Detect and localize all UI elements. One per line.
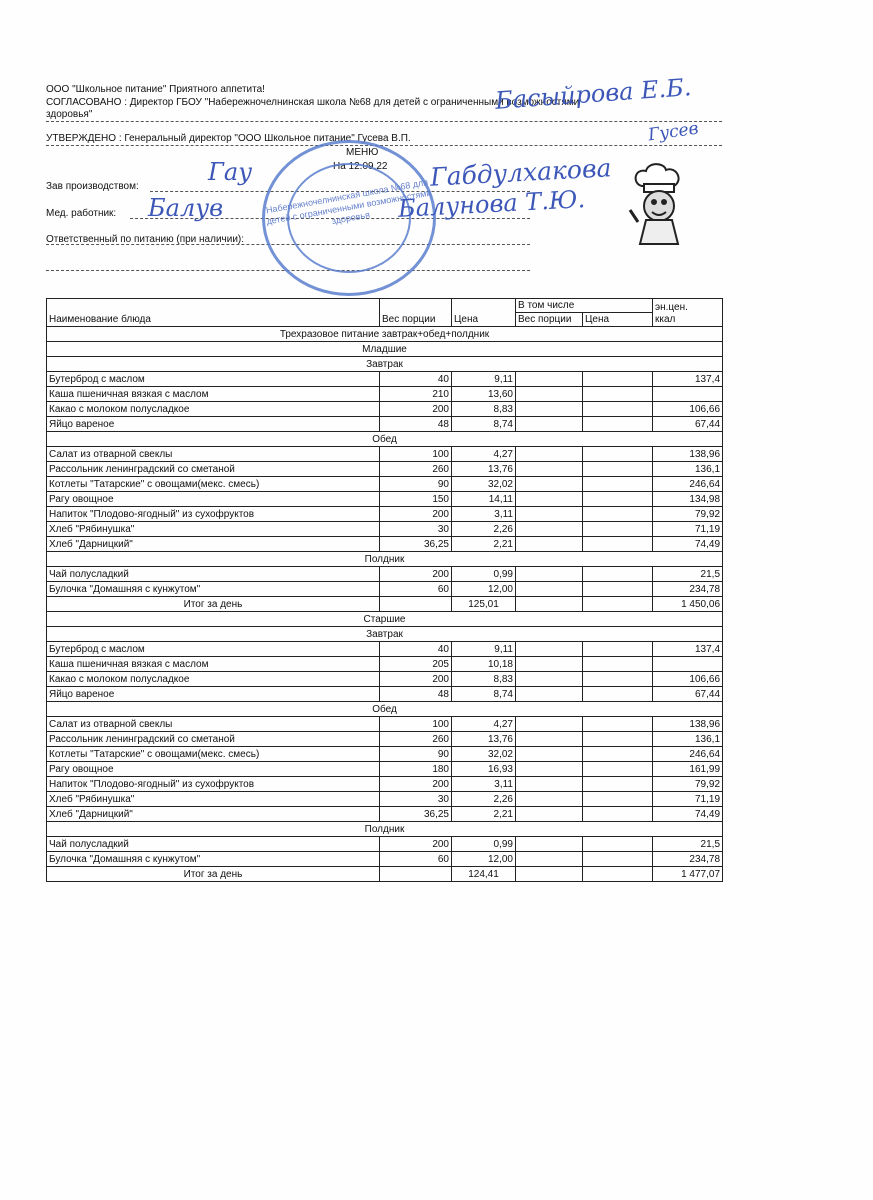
dish-inc-price — [583, 477, 653, 492]
dish-row — [47, 402, 723, 417]
dish-inc-price — [583, 387, 653, 402]
dish-inc-weight — [516, 492, 583, 507]
dish-weight: 100 — [380, 447, 452, 462]
dish-weight: 205 — [380, 657, 452, 672]
dish-name: Яйцо вареное — [47, 687, 380, 702]
dish-inc-weight — [516, 837, 583, 852]
dish-price: 3,11 — [452, 777, 516, 792]
signature-production-short: Гау — [208, 158, 253, 186]
dish-price: 32,02 — [452, 747, 516, 762]
dish-weight: 60 — [380, 852, 452, 867]
total-inc-weight — [516, 867, 583, 882]
age-group-senior — [47, 612, 723, 627]
dish-inc-price — [583, 372, 653, 387]
dish-weight: 30 — [380, 522, 452, 537]
dish-energy: 79,92 — [653, 507, 723, 522]
dish-inc-weight — [516, 372, 583, 387]
meal-breakfast-label: Завтрак — [47, 627, 723, 642]
dish-row — [47, 777, 723, 792]
dish-inc-price — [583, 657, 653, 672]
agreed-underline — [46, 121, 722, 122]
dish-name: Какао с молоком полусладкое — [47, 672, 380, 687]
dish-name: Котлеты "Татарские" с овощами(мекс. смесь) — [47, 477, 380, 492]
meal-lunch-label: Обед — [47, 702, 723, 717]
dish-name: Чай полусладкий — [47, 567, 380, 582]
meal-breakfast — [47, 627, 723, 642]
dish-row — [47, 462, 723, 477]
dish-energy: 138,96 — [653, 447, 723, 462]
dish-energy: 74,49 — [653, 807, 723, 822]
dish-row — [47, 852, 723, 867]
signature-approved: Гусев — [646, 118, 700, 146]
dish-inc-price — [583, 672, 653, 687]
dish-price: 13,76 — [452, 732, 516, 747]
dish-inc-weight — [516, 672, 583, 687]
dish-name: Булочка "Домашняя с кунжутом" — [47, 582, 380, 597]
dish-weight: 30 — [380, 792, 452, 807]
dish-inc-price — [583, 837, 653, 852]
dish-inc-weight — [516, 537, 583, 552]
dish-inc-weight — [516, 747, 583, 762]
dish-name: Рагу овощное — [47, 762, 380, 777]
age-group-junior-label: Младшие — [47, 342, 723, 357]
dish-price: 9,11 — [452, 372, 516, 387]
dish-inc-price — [583, 792, 653, 807]
dish-energy: 21,5 — [653, 837, 723, 852]
dish-inc-price — [583, 507, 653, 522]
menu-date: На 12.09.22 — [333, 161, 388, 172]
dish-energy: 246,64 — [653, 747, 723, 762]
dish-name: Яйцо вареное — [47, 417, 380, 432]
dish-inc-price — [583, 492, 653, 507]
dish-price: 32,02 — [452, 477, 516, 492]
dish-energy: 74,49 — [653, 537, 723, 552]
dish-row — [47, 747, 723, 762]
dish-price: 8,74 — [452, 417, 516, 432]
dish-weight: 200 — [380, 837, 452, 852]
total-label: Итог за день — [47, 597, 380, 612]
approved-line: УТВЕРЖДЕНО : Генеральный директор "ООО Школьное питание" Гусева В.П. — [46, 133, 411, 144]
dish-energy: 71,19 — [653, 792, 723, 807]
header-including: В том числе — [516, 299, 653, 313]
dish-energy: 136,1 — [653, 732, 723, 747]
dish-energy: 138,96 — [653, 717, 723, 732]
dish-price: 14,11 — [452, 492, 516, 507]
dish-row — [47, 717, 723, 732]
dish-weight: 200 — [380, 402, 452, 417]
dish-price: 12,00 — [452, 852, 516, 867]
dish-weight: 40 — [380, 372, 452, 387]
dish-price: 0,99 — [452, 567, 516, 582]
dish-price: 2,21 — [452, 807, 516, 822]
dish-row — [47, 417, 723, 432]
dish-name: Хлеб "Дарницкий" — [47, 537, 380, 552]
meal-lunch-label: Обед — [47, 432, 723, 447]
meal-breakfast-label: Завтрак — [47, 357, 723, 372]
dish-inc-price — [583, 687, 653, 702]
dish-inc-price — [583, 762, 653, 777]
dish-energy: 137,4 — [653, 372, 723, 387]
dish-inc-weight — [516, 777, 583, 792]
dish-inc-price — [583, 732, 653, 747]
dish-row — [47, 567, 723, 582]
dish-name: Бутерброд с маслом — [47, 642, 380, 657]
total-inc-price — [583, 867, 653, 882]
dish-weight: 260 — [380, 732, 452, 747]
dish-energy: 71,19 — [653, 522, 723, 537]
header-price: Цена — [452, 299, 516, 327]
dish-row — [47, 732, 723, 747]
dish-inc-price — [583, 852, 653, 867]
dish-inc-weight — [516, 717, 583, 732]
medic-label: Мед. работник: — [46, 208, 117, 219]
dish-price: 13,60 — [452, 387, 516, 402]
dish-weight: 100 — [380, 717, 452, 732]
dish-price: 2,21 — [452, 537, 516, 552]
total-price: 124,41 — [452, 867, 516, 882]
header-energy-1: эн.цен. — [655, 302, 688, 313]
dish-energy: 67,44 — [653, 417, 723, 432]
dish-price: 0,99 — [452, 837, 516, 852]
total-row — [47, 867, 723, 882]
dish-inc-weight — [516, 402, 583, 417]
dish-price: 4,27 — [452, 447, 516, 462]
dish-energy: 106,66 — [653, 672, 723, 687]
dish-inc-price — [583, 537, 653, 552]
dish-row — [47, 507, 723, 522]
stamp-text: Набережночелнинская школа №68 для детей с ограниченными возможностями здоровья — [265, 176, 433, 227]
dish-inc-weight — [516, 507, 583, 522]
meal-lunch — [47, 702, 723, 717]
meal-snack — [47, 552, 723, 567]
dish-row — [47, 447, 723, 462]
dish-energy: 79,92 — [653, 777, 723, 792]
dish-inc-weight — [516, 522, 583, 537]
dish-energy: 21,5 — [653, 567, 723, 582]
dish-row — [47, 582, 723, 597]
dish-energy: 137,4 — [653, 642, 723, 657]
dish-energy: 161,99 — [653, 762, 723, 777]
dish-energy: 234,78 — [653, 852, 723, 867]
dish-inc-price — [583, 717, 653, 732]
dish-energy: 136,1 — [653, 462, 723, 477]
dish-inc-weight — [516, 642, 583, 657]
dish-name: Напиток "Плодово-ягодный" из сухофруктов — [47, 507, 380, 522]
dish-row — [47, 522, 723, 537]
dish-name: Хлеб "Дарницкий" — [47, 807, 380, 822]
dish-name: Каша пшеничная вязкая с маслом — [47, 387, 380, 402]
dish-name: Булочка "Домашняя с кунжутом" — [47, 852, 380, 867]
header-inc-weight: Вес порции — [516, 313, 583, 327]
dish-name: Каша пшеничная вязкая с маслом — [47, 657, 380, 672]
plan-title: Трехразовое питание завтрак+обед+полдник — [47, 327, 723, 342]
dish-row — [47, 687, 723, 702]
dish-inc-weight — [516, 732, 583, 747]
dish-weight: 200 — [380, 672, 452, 687]
total-weight — [380, 867, 452, 882]
age-group-senior-label: Старшие — [47, 612, 723, 627]
header-inc-price: Цена — [583, 313, 653, 327]
dish-inc-weight — [516, 687, 583, 702]
dish-inc-price — [583, 582, 653, 597]
meal-snack-label: Полдник — [47, 552, 723, 567]
total-weight — [380, 597, 452, 612]
dish-name: Хлеб "Рябинушка" — [47, 792, 380, 807]
header-weight: Вес порции — [380, 299, 452, 327]
dish-name: Бутерброд с маслом — [47, 372, 380, 387]
dish-row — [47, 387, 723, 402]
dish-weight: 36,25 — [380, 537, 452, 552]
dish-weight: 48 — [380, 417, 452, 432]
dish-name: Салат из отварной свеклы — [47, 717, 380, 732]
dish-row — [47, 492, 723, 507]
agreed-line-2: здоровья" — [46, 109, 93, 120]
dish-weight: 48 — [380, 687, 452, 702]
dish-row — [47, 642, 723, 657]
dish-row — [47, 537, 723, 552]
meal-lunch — [47, 432, 723, 447]
dish-inc-price — [583, 417, 653, 432]
dish-inc-weight — [516, 567, 583, 582]
dish-weight: 210 — [380, 387, 452, 402]
org-title: ООО "Школьное питание" Приятного аппетита! — [46, 84, 265, 95]
dish-row — [47, 807, 723, 822]
dish-name: Какао с молоком полусладкое — [47, 402, 380, 417]
signature-agreed: Басыйрова Е.Б. — [494, 73, 693, 115]
dish-name: Рагу овощное — [47, 492, 380, 507]
dish-energy: 246,64 — [653, 477, 723, 492]
dish-name: Напиток "Плодово-ягодный" из сухофруктов — [47, 777, 380, 792]
dish-inc-price — [583, 567, 653, 582]
meal-snack — [47, 822, 723, 837]
dish-price: 4,27 — [452, 717, 516, 732]
signature-production-name: Габдулхакова — [429, 153, 613, 192]
dish-weight: 40 — [380, 642, 452, 657]
meal-snack-label: Полдник — [47, 822, 723, 837]
chef-logo-icon — [628, 162, 690, 254]
total-price: 125,01 — [452, 597, 516, 612]
dish-inc-weight — [516, 792, 583, 807]
dish-weight: 36,25 — [380, 807, 452, 822]
dish-energy: 106,66 — [653, 402, 723, 417]
agreed-line: СОГЛАСОВАНО : Директор ГБОУ "Набережночелнинская школа №68 для детей с ограниченными возможностями — [46, 97, 580, 108]
dish-weight: 90 — [380, 747, 452, 762]
dish-energy — [653, 657, 723, 672]
dish-name: Рассольник ленинградский со сметаной — [47, 462, 380, 477]
dish-row — [47, 372, 723, 387]
dish-weight: 60 — [380, 582, 452, 597]
dish-row — [47, 837, 723, 852]
header-energy — [653, 299, 723, 327]
dish-inc-price — [583, 447, 653, 462]
dish-price: 8,74 — [452, 687, 516, 702]
dish-price: 12,00 — [452, 582, 516, 597]
dish-energy — [653, 387, 723, 402]
dish-energy: 234,78 — [653, 582, 723, 597]
signature-medic-name: Балунова Т.Ю. — [397, 185, 586, 223]
dish-inc-weight — [516, 582, 583, 597]
dish-inc-weight — [516, 462, 583, 477]
dish-row — [47, 672, 723, 687]
dish-weight: 200 — [380, 567, 452, 582]
dish-name: Хлеб "Рябинушка" — [47, 522, 380, 537]
dish-price: 16,93 — [452, 762, 516, 777]
dish-inc-price — [583, 777, 653, 792]
dish-row — [47, 762, 723, 777]
dish-price: 3,11 — [452, 507, 516, 522]
dish-inc-weight — [516, 807, 583, 822]
header-name: Наименование блюда — [47, 299, 380, 327]
total-inc-weight — [516, 597, 583, 612]
dish-price: 8,83 — [452, 402, 516, 417]
dish-weight: 90 — [380, 477, 452, 492]
signature-medic-short: Балув — [148, 194, 224, 222]
production-label: Зав производством: — [46, 181, 139, 192]
header-energy-2: ккал — [655, 314, 676, 325]
age-group-junior — [47, 342, 723, 357]
dish-inc-price — [583, 462, 653, 477]
total-inc-price — [583, 597, 653, 612]
dish-price: 10,18 — [452, 657, 516, 672]
dish-price: 9,11 — [452, 642, 516, 657]
total-row — [47, 597, 723, 612]
dish-inc-price — [583, 402, 653, 417]
dish-price: 8,83 — [452, 672, 516, 687]
dish-inc-weight — [516, 447, 583, 462]
dish-inc-weight — [516, 417, 583, 432]
dish-inc-price — [583, 642, 653, 657]
dish-weight: 180 — [380, 762, 452, 777]
dish-row — [47, 657, 723, 672]
dish-inc-price — [583, 747, 653, 762]
dish-row — [47, 792, 723, 807]
total-label: Итог за день — [47, 867, 380, 882]
dish-inc-weight — [516, 477, 583, 492]
dish-weight: 200 — [380, 507, 452, 522]
dish-row — [47, 477, 723, 492]
dish-inc-weight — [516, 852, 583, 867]
dish-price: 2,26 — [452, 792, 516, 807]
dish-inc-weight — [516, 387, 583, 402]
dish-weight: 200 — [380, 777, 452, 792]
dish-inc-weight — [516, 657, 583, 672]
dish-name: Чай полусладкий — [47, 837, 380, 852]
dish-price: 2,26 — [452, 522, 516, 537]
dish-name: Котлеты "Татарские" с овощами(мекс. смесь) — [47, 747, 380, 762]
dish-price: 13,76 — [452, 462, 516, 477]
dish-inc-price — [583, 522, 653, 537]
dish-weight: 150 — [380, 492, 452, 507]
dish-name: Салат из отварной свеклы — [47, 447, 380, 462]
total-energy: 1 477,07 — [653, 867, 723, 882]
dish-name: Рассольник ленинградский со сметаной — [47, 732, 380, 747]
total-energy: 1 450,06 — [653, 597, 723, 612]
dish-inc-price — [583, 807, 653, 822]
responsible-label: Ответственный по питанию (при наличии): — [46, 234, 245, 245]
dish-inc-weight — [516, 762, 583, 777]
dish-energy: 67,44 — [653, 687, 723, 702]
dish-energy: 134,98 — [653, 492, 723, 507]
dish-weight: 260 — [380, 462, 452, 477]
menu-title: МЕНЮ — [346, 147, 379, 158]
meal-breakfast — [47, 357, 723, 372]
menu-table — [46, 298, 723, 882]
